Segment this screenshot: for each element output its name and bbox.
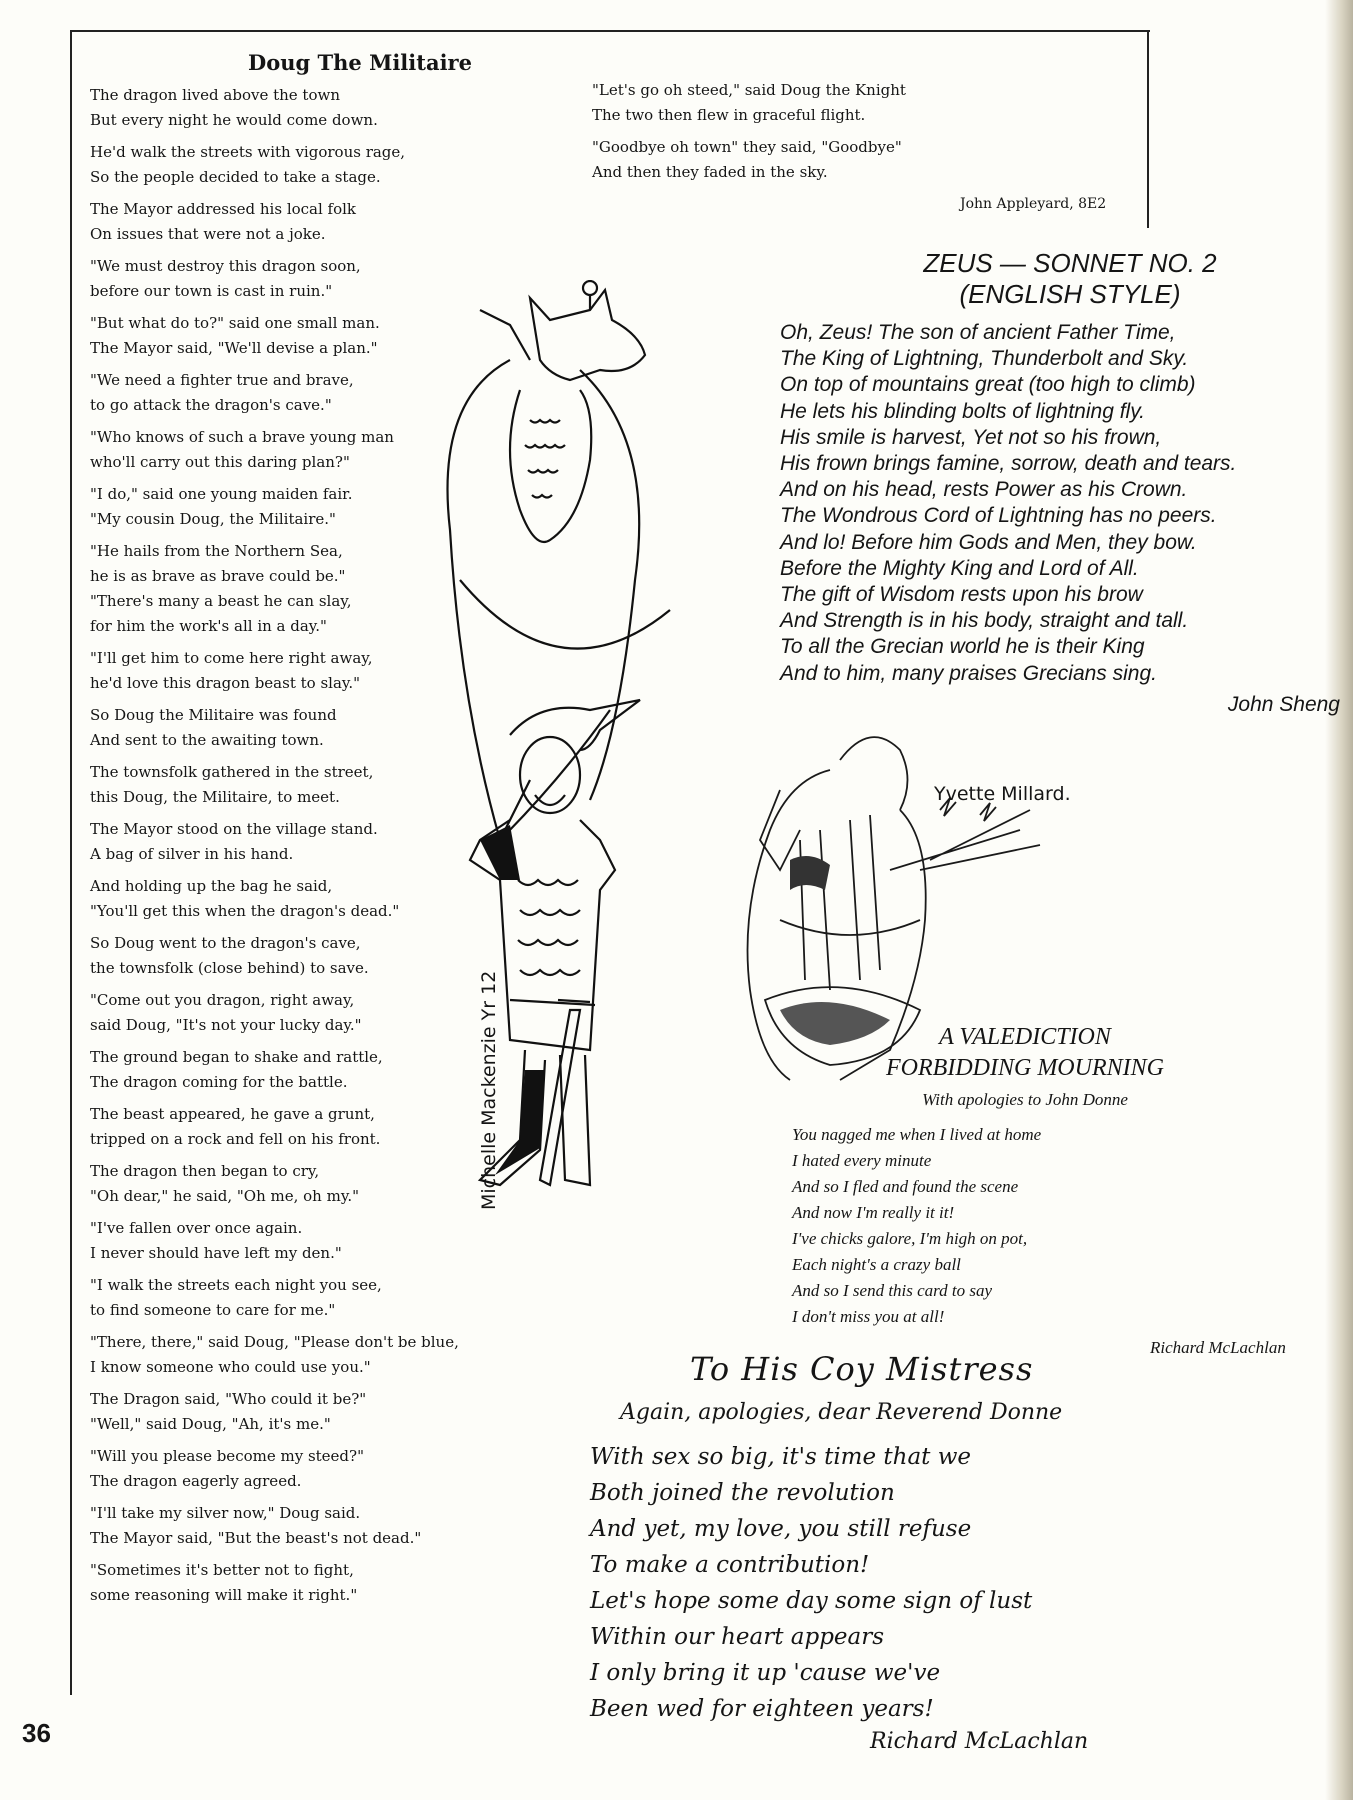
coy-mistress-author: Richard McLachlan <box>870 1729 1089 1754</box>
coy-mistress-line: Within our heart appears <box>590 1624 885 1650</box>
poem-line: who'll carry out this daring plan?" <box>90 453 350 471</box>
sonnet-line: And lo! Before him Gods and Men, they bow. <box>780 530 1197 554</box>
poem-line: "Come out you dragon, right away, <box>90 991 355 1009</box>
poem-line: The ground began to shake and rattle, <box>90 1048 383 1066</box>
coy-mistress-line: With sex so big, it's time that we <box>590 1444 972 1470</box>
poem-line: "I walk the streets each night you see, <box>90 1276 382 1294</box>
poem-line: for him the work's all in a day." <box>90 617 327 635</box>
poem-line: "Who knows of such a brave young man <box>90 428 394 446</box>
poem-line: The dragon then began to cry, <box>90 1162 320 1180</box>
poem-stanza <box>90 1501 570 1551</box>
poem-line: to go attack the dragon's cave." <box>90 396 332 414</box>
zeus-illustration-caption: Yvette Millard. <box>934 783 1071 805</box>
coy-mistress-line: And yet, my love, you still refuse <box>590 1516 972 1542</box>
poem-stanza <box>90 140 570 190</box>
poem-line: "But what do to?" said one small man. <box>90 314 380 332</box>
poem-line: said Doug, "It's not your lucky day." <box>90 1016 362 1034</box>
zeus-sonnet-title: ZEUS — SONNET NO. 2 (ENGLISH STYLE) <box>923 248 1217 309</box>
sonnet-line: The King of Lightning, Thunderbolt and Sky. <box>780 347 1189 371</box>
poem-line: "Let's go oh steed," said Doug the Knight <box>592 81 906 99</box>
poem-line: "Oh dear," he said, "Oh me, oh my." <box>90 1187 359 1205</box>
poem-stanza <box>90 83 570 133</box>
coy-mistress-line: Both joined the revolution <box>590 1480 895 1506</box>
poem-stanza <box>90 1330 570 1380</box>
poem-line: "We must destroy this dragon soon, <box>90 257 361 275</box>
valediction-title: A VALEDICTION FORBIDDING MOURNING <box>886 1024 1164 1081</box>
sonnet-line: His smile is harvest, Yet not so his frown, <box>780 425 1162 449</box>
poem-line: The Mayor stood on the village stand. <box>90 820 378 838</box>
poem-line: "My cousin Doug, the Militaire." <box>90 510 336 528</box>
poem-stanza <box>90 1216 570 1266</box>
poem-line: he'd love this dragon beast to slay." <box>90 674 361 692</box>
sonnet-line: Oh, Zeus! The son of ancient Father Time, <box>780 321 1176 344</box>
poem-line: he is as brave as brave could be." <box>90 567 346 585</box>
poem-line: But every night he would come down. <box>90 111 378 129</box>
poem-line: tripped on a rock and fell on his front. <box>90 1130 381 1148</box>
poem-line: "Well," said Doug, "Ah, it's me." <box>90 1415 331 1433</box>
sonnet-line: And to him, many praises Grecians sing. <box>780 661 1157 685</box>
valediction-line: And so I send this card to say <box>792 1281 993 1300</box>
zeus-sonnet-lines <box>780 320 1340 687</box>
poem-line: "There's many a beast he can slay, <box>90 592 352 610</box>
poem-line: The two then flew in graceful flight. <box>592 106 866 124</box>
sonnet-line: And Strength is in his body, straight and tall. <box>780 609 1189 633</box>
sonnet-line: The Wondrous Cord of Lightning has no peers. <box>780 504 1217 528</box>
valediction-line: You nagged me when I lived at home <box>792 1125 1042 1144</box>
sonnet-line: He lets his blinding bolts of lightning fly. <box>780 399 1145 423</box>
coy-mistress-line: I only bring it up 'cause we've <box>590 1660 941 1686</box>
poem-frame-left <box>70 30 72 1695</box>
sonnet-line: And on his head, rests Power as his Crown. <box>780 478 1188 502</box>
page-number: 36 <box>22 1718 51 1748</box>
poem-line: And holding up the bag he said, <box>90 877 333 895</box>
valediction-poem <box>770 1022 1330 1330</box>
zeus-sonnet-author: John Sheng <box>1227 692 1340 716</box>
poem-line: "You'll get this when the dragon's dead." <box>90 902 400 920</box>
poem-line: "I'll take my silver now," Doug said. <box>90 1504 361 1522</box>
valediction-line: I don't miss you at all! <box>792 1307 945 1326</box>
poem-line: "Will you please become my steed?" <box>90 1447 364 1465</box>
poem-line: The dragon eagerly agreed. <box>90 1472 302 1490</box>
poem-line: "I'll get him to come here right away, <box>90 649 373 667</box>
doug-poem-right-column <box>592 78 992 192</box>
sonnet-line: Before the Mighty King and Lord of All. <box>780 556 1139 580</box>
sonnet-line: His frown brings famine, sorrow, death and tears. <box>780 452 1237 476</box>
poem-line: "We need a fighter true and brave, <box>90 371 354 389</box>
zeus-sonnet <box>780 248 1340 717</box>
poem-stanza <box>90 197 570 247</box>
poem-line: The townsfolk gathered in the street, <box>90 763 374 781</box>
poem-line: So Doug went to the dragon's cave, <box>90 934 361 952</box>
valediction-line: Each night's a crazy ball <box>792 1255 961 1274</box>
coy-mistress-title: To His Coy Mistress <box>690 1350 1034 1388</box>
poem-line: The dragon lived above the town <box>90 86 340 104</box>
poem-line: "I've fallen over once again. <box>90 1219 303 1237</box>
poem-line: A bag of silver in his hand. <box>90 845 294 863</box>
poem-line: I never should have left my den." <box>90 1244 342 1262</box>
poem-line: "I do," said one young maiden fair. <box>90 485 353 503</box>
poem-line: The Mayor addressed his local folk <box>90 200 357 218</box>
poem-line: "Sometimes it's better not to fight, <box>90 1561 354 1579</box>
poem-stanza <box>90 1273 570 1323</box>
doug-poem-stanzas-continued <box>592 78 992 185</box>
valediction-line: I've chicks galore, I'm high on pot, <box>792 1229 1028 1248</box>
poem-stanza <box>90 1444 570 1494</box>
poem-line: "Goodbye oh town" they said, "Goodbye" <box>592 138 902 156</box>
valediction-line: And so I fled and found the scene <box>792 1177 1019 1196</box>
poem-line: some reasoning will make it right." <box>90 1586 358 1604</box>
poem-line: The beast appeared, he gave a grunt, <box>90 1105 375 1123</box>
sonnet-line: On top of mountains great (too high to climb) <box>780 373 1196 397</box>
poem-line: The Mayor said, "We'll devise a plan." <box>90 339 378 357</box>
coy-mistress-subtitle: Again, apologies, dear Reverend Donne <box>620 1400 1063 1425</box>
coy-mistress-lines <box>590 1439 1150 1727</box>
valediction-line: And now I'm really it it! <box>792 1203 955 1222</box>
poem-line: He'd walk the streets with vigorous rage, <box>90 143 406 161</box>
poem-stanza <box>592 135 992 185</box>
poem-stanza <box>90 1558 570 1608</box>
doug-poem-author: John Appleyard, 8E2 <box>960 196 1107 212</box>
poem-frame-right <box>1147 30 1149 228</box>
poem-line: The dragon coming for the battle. <box>90 1073 348 1091</box>
doug-poem-title: Doug The Militaire <box>248 50 472 75</box>
poem-line: I know someone who could use you." <box>90 1358 371 1376</box>
poem-line: "He hails from the Northern Sea, <box>90 542 343 560</box>
poem-stanza <box>592 78 992 128</box>
poem-line: the townsfolk (close behind) to save. <box>90 959 369 977</box>
poem-stanza <box>90 1387 570 1437</box>
sonnet-line: The gift of Wisdom rests upon his brow <box>780 583 1143 607</box>
poem-line: And sent to the awaiting town. <box>90 731 324 749</box>
dragon-illustration-caption: Michelle Mackenzie Yr 12 <box>478 970 500 1210</box>
coy-mistress-line: Been wed for eighteen years! <box>590 1696 934 1722</box>
coy-mistress-line: Let's hope some day some sign of lust <box>590 1588 1033 1614</box>
poem-line: before our town is cast in ruin." <box>90 282 333 300</box>
poem-line: So the people decided to take a stage. <box>90 168 381 186</box>
poem-line: to find someone to care for me." <box>90 1301 336 1319</box>
coy-mistress-poem <box>590 1350 1150 1754</box>
poem-line: The Mayor said, "But the beast's not dead." <box>90 1529 422 1547</box>
valediction-line: I hated every minute <box>792 1151 932 1170</box>
poem-line: And then they faded in the sky. <box>592 163 828 181</box>
poem-line: "There, there," said Doug, "Please don't be blue, <box>90 1333 459 1351</box>
poem-line: So Doug the Militaire was found <box>90 706 337 724</box>
coy-mistress-line: To make a contribution! <box>590 1552 870 1578</box>
valediction-subtitle: With apologies to John Donne <box>922 1090 1128 1109</box>
poem-line: The Dragon said, "Who could it be?" <box>90 1390 367 1408</box>
sonnet-line: To all the Grecian world he is their King <box>780 635 1145 659</box>
poem-line: this Doug, the Militaire, to meet. <box>90 788 340 806</box>
valediction-author: Richard McLachlan <box>1150 1338 1286 1357</box>
valediction-lines <box>770 1122 1330 1330</box>
poem-line: On issues that were not a joke. <box>90 225 326 243</box>
